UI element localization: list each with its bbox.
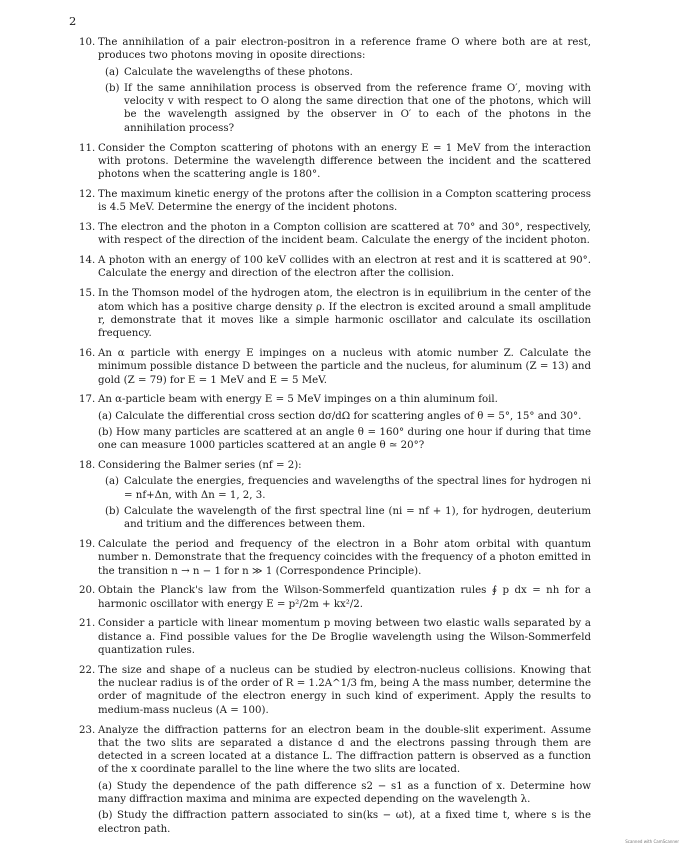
- problem-body: [98, 188, 591, 215]
- problem-number: 15.: [79, 288, 96, 300]
- subquestion-label: (b): [105, 505, 120, 517]
- subquestion-label: (a): [105, 66, 120, 78]
- problem-text: The size and shape of a nucleus can be studied by electron-nucleus collisions. Knowing that the nuclear radius is of the order of R = 1.2A^1/3 fm, being A the mass number, determine the order of magnitude of the electron energy in such kind of experiment. Apply the results to medium-mass nucleus (A = 100).: [98, 664, 591, 716]
- subquestion-paragraph: (a) Study the dependence of the path difference s2 − s1 as a function of x. Determine how many diffraction maxima and minima are expected depending on the wavelength λ.: [98, 780, 591, 806]
- problem-item: [79, 584, 591, 611]
- problem-number: 11.: [79, 142, 96, 154]
- problem-body: [98, 617, 591, 657]
- subquestion-text: Calculate the energies, frequencies and wavelengths of the spectral lines for hydrogen ni = nf+Δn, with Δn = 1, 2, 3.: [124, 476, 591, 501]
- subquestion: [105, 505, 591, 532]
- subquestion: [105, 66, 591, 79]
- subquestion-text: If the same annihilation process is observed from the reference frame O′, moving with velocity v with respect to O along the same direction that one of the photons, which will be the wavelength assigned by the observer in O′ to each of the photons in the annihilation process?: [124, 82, 591, 134]
- problem-text: Analyze the diffraction patterns for an electron beam in the double-slit experiment. Assume that the two slits are separated a distance d and the electrons passing through them are detected in a screen located at a distance L. The diffraction pattern is observed as a function of the x coordinate parallel to the line where the two slits are located.: [98, 724, 591, 776]
- problem-number: 23.: [79, 724, 96, 736]
- problem-number: 17.: [79, 394, 96, 406]
- problem-item: [79, 221, 591, 248]
- problem-item: [79, 393, 591, 452]
- problem-number: 22.: [79, 664, 96, 676]
- problem-item: [79, 287, 591, 340]
- problem-number: 10.: [79, 37, 96, 48]
- problem-text: The electron and the photon in a Compton collision are scattered at 70° and 30°, respectively, with respect of the direction of the incident beam. Calculate the energy of the incident photon.: [98, 222, 591, 247]
- problem-list: [79, 36, 591, 842]
- problem-text: The maximum kinetic energy of the protons after the collision in a Compton scattering process is 4.5 MeV. Determine the energy of the incident photons.: [98, 188, 591, 214]
- problem-body: [98, 724, 591, 836]
- problem-text: In the Thomson model of the hydrogen atom, the electron is in equilibrium in the center of the atom which has a positive charge density ρ. If the electron is excited around a small amplitude r, demonstrate that it moves like a simple harmonic oscillator and calculate its oscillation frequency.: [98, 288, 591, 340]
- problem-body: [98, 36, 591, 135]
- problem-number: 14.: [79, 255, 96, 267]
- problem-item: [79, 142, 591, 182]
- subquestion-paragraph: (b) Study the diffraction pattern associated to sin(ks − ωt), at a fixed time t, where s is the electron path.: [98, 810, 591, 835]
- problem-number: 19.: [79, 539, 96, 550]
- page-number: 2: [69, 14, 77, 28]
- subquestion-paragraph: (a) Calculate the differential cross section dσ/dΩ for scattering angles of θ = 5°, 15° and 30°.: [98, 410, 582, 422]
- subquestion-text: Calculate the wavelengths of these photons.: [124, 66, 353, 78]
- problem-text: Consider a particle with linear momentum p moving between two elastic walls separated by a distance a. Find possible values for the De Broglie wavelength using the Wilson-Sommerfeld quantization rules.: [98, 618, 591, 657]
- problem-text: An α particle with energy E impinges on a nucleus with atomic number Z. Calculate the minimum possible distance D between the particle and the nucleus, for aluminum (Z = 13) and gold (Z = 79) for E = 1 MeV and E = 5 MeV.: [98, 347, 591, 386]
- problem-text: A photon with an energy of 100 keV collides with an electron at rest and it is scattered at 90°. Calculate the energy and direction of the electron after the collision.: [98, 255, 591, 280]
- problem-number: 18.: [79, 460, 96, 472]
- problem-text: Consider the Compton scattering of photons with an energy E = 1 MeV from the interaction with protons. Determine the wavelength difference between the incident and the scattered photons when the scattering angle is 180°.: [98, 142, 591, 181]
- problem-item: [79, 538, 591, 578]
- problem-body: [98, 347, 591, 387]
- problem-body: [98, 142, 591, 182]
- problem-number: 16.: [79, 347, 96, 359]
- problem-number: 21.: [79, 618, 96, 630]
- problem-text: Calculate the period and frequency of the electron in a Bohr atom orbital with quantum number n. Demonstrate that the frequency coincides with the frequency of a photon emitted in the transition n → n − 1 for n ≫ 1 (Correspondence Principle).: [98, 539, 591, 577]
- problem-body: [98, 538, 591, 578]
- problem-item: [79, 617, 591, 657]
- subquestion-text: Calculate the wavelength of the first spectral line (ni = nf + 1), for hydrogen, deuterium and tritium and the differences between them.: [124, 505, 591, 531]
- problem-body: [98, 393, 591, 452]
- problem-number: 13.: [79, 222, 96, 234]
- problem-item: [79, 188, 591, 215]
- subquestion: [105, 82, 591, 135]
- subquestion: [105, 475, 591, 502]
- subquestion-label: (b): [105, 82, 120, 94]
- problem-text: Obtain the Planck's law from the Wilson-Sommerfeld quantization rules ∮ p dx = nh for a harmonic oscillator with energy E = p²/2m + kx²/2.: [98, 585, 591, 610]
- problem-item: [79, 36, 591, 135]
- problem-body: [98, 664, 591, 717]
- problem-item: [79, 459, 591, 531]
- problem-item: [79, 347, 591, 387]
- subquestion-label: (a): [105, 476, 120, 488]
- problem-text: The annihilation of a pair electron-positron in a reference frame O where both are at rest, produces two photons moving in oposite directions:: [98, 37, 591, 62]
- problem-body: [98, 221, 591, 248]
- problem-body: [98, 584, 591, 611]
- problem-item: [79, 664, 591, 717]
- subquestion-paragraph: (b) How many particles are scattered at an angle θ = 160° during one hour if during that time one can measure 1000 particles scattered at an angle θ ≃ 20°?: [98, 426, 591, 452]
- problem-body: [98, 459, 591, 531]
- problem-text: An α-particle beam with energy E = 5 MeV impinges on a thin aluminum foil.: [98, 394, 498, 406]
- problem-body: [98, 254, 591, 281]
- problem-body: [98, 287, 591, 340]
- problem-number: 20.: [79, 585, 96, 597]
- problem-number: 12.: [79, 188, 96, 200]
- scanner-watermark: Scanned with CamScanner: [625, 839, 679, 844]
- problem-text: Considering the Balmer series (nf = 2):: [98, 460, 302, 472]
- problem-item: [79, 724, 591, 836]
- problem-item: [79, 254, 591, 281]
